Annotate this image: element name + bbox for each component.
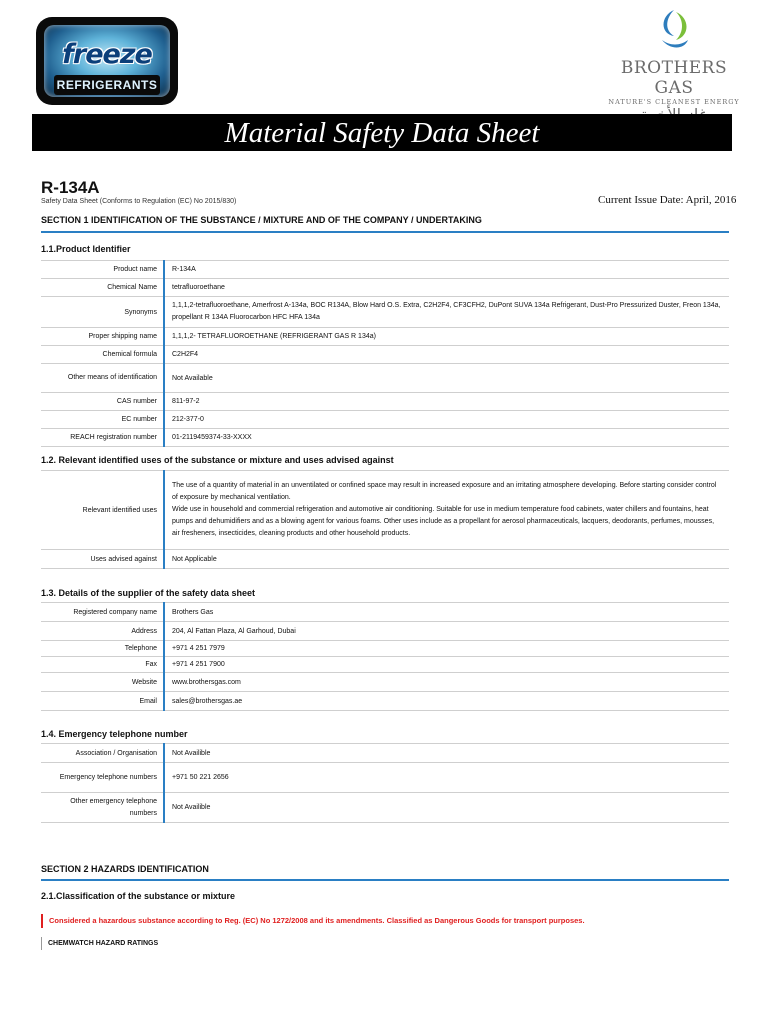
row-value: Not Availible: [164, 744, 729, 763]
subsection-1-1-heading: 1.1.Product Identifier: [41, 244, 131, 254]
row-value: 1,1,1,2- TETRAFLUOROETHANE (REFRIGERANT GAS R 134a): [164, 328, 729, 346]
table-row: [41, 622, 729, 641]
row-value: Brothers Gas: [164, 603, 729, 622]
row-key: EC number: [41, 411, 164, 429]
table-row: [41, 346, 729, 364]
table-row: [41, 471, 729, 550]
row-key: Registered company name: [41, 603, 164, 622]
table-row: [41, 261, 729, 279]
emergency-table: [41, 743, 729, 823]
row-value: 212-377-0: [164, 411, 729, 429]
row-key: Fax: [41, 657, 164, 673]
section-2-heading: SECTION 2 HAZARDS IDENTIFICATION: [41, 864, 209, 874]
table-row: [41, 411, 729, 429]
swirl-logo-icon: [654, 6, 694, 54]
conformance-note: Safety Data Sheet (Conforms to Regulation (EC) No 2015/830): [41, 198, 237, 205]
row-key: Uses advised against: [41, 550, 164, 569]
page-title: Material Safety Data Sheet: [224, 117, 540, 149]
row-key: Other means of identification: [41, 364, 164, 393]
subsection-1-4-heading: 1.4. Emergency telephone number: [41, 729, 188, 739]
row-value: tetrafluoroethane: [164, 279, 729, 297]
table-row: [41, 763, 729, 793]
section-1-divider: [41, 231, 729, 233]
chemwatch-heading: CHEMWATCH HAZARD RATINGS: [41, 937, 158, 950]
company-tagline: NATURE'S CLEANEST ENERGY: [608, 98, 740, 106]
row-value: Not Available: [164, 364, 729, 393]
logo-ice-panel: [44, 25, 170, 97]
subsection-2-1-heading: 2.1.Classification of the substance or mixture: [41, 891, 236, 901]
email-link[interactable]: sales@brothersgas.ae: [164, 692, 729, 711]
table-row: [41, 364, 729, 393]
row-value: +971 4 251 7900: [164, 657, 729, 673]
row-key: Website: [41, 673, 164, 692]
row-key: Emergency telephone numbers: [41, 763, 164, 793]
row-key: Chemical Name: [41, 279, 164, 297]
uses-paragraph-1: The use of a quantity of material in an unventilated or confined space may result in increased exposure and an irritating atmosphere developing. Before starting consider control of exposure by mechanical ventilation.: [172, 482, 717, 501]
uses-paragraph-2: Wide use in household and commercial refrigeration and automotive air conditioning. Suitable for use in medium temperature food cabinets, water chillers and fountains, heat pumps and dehumidifiers and as a blowing agent for various foams. Other uses include as a propellant for aerosol pharmaceuticals, lacquers, deodorants, perfumes, mousses, air fresheners, insecticides, cleaning products and other household products.: [172, 506, 715, 537]
row-value: +971 50 221 2656: [164, 763, 729, 793]
row-value: 01-2119459374-33-XXXX: [164, 429, 729, 447]
issue-date: Current Issue Date: April, 2016: [598, 194, 737, 206]
table-row: [41, 393, 729, 411]
uses-table: [41, 470, 729, 569]
row-key: REACH registration number: [41, 429, 164, 447]
row-value: Not Applicable: [164, 550, 729, 569]
subsection-1-2-heading: 1.2. Relevant identified uses of the substance or mixture and uses advised against: [41, 455, 394, 465]
row-value: R-134A: [164, 261, 729, 279]
row-value: 204, Al Fattan Plaza, Al Garhoud, Dubai: [164, 622, 729, 641]
row-key: Address: [41, 622, 164, 641]
table-row: [41, 641, 729, 657]
product-identifier-table: [41, 260, 729, 447]
row-key: Other emergency telephone numbers: [41, 793, 164, 823]
row-key: Association / Organisation: [41, 744, 164, 763]
logo-word: freeze: [62, 39, 152, 70]
row-key: Telephone: [41, 641, 164, 657]
table-row: [41, 744, 729, 763]
section-2-divider: [41, 879, 729, 881]
row-key: Proper shipping name: [41, 328, 164, 346]
freeze-refrigerants-logo: [36, 17, 178, 105]
table-row: [41, 793, 729, 823]
supplier-table: [41, 602, 729, 711]
title-bar: [32, 114, 732, 151]
row-key: Synonyms: [41, 297, 164, 328]
row-key: Email: [41, 692, 164, 711]
row-value: 811-97-2: [164, 393, 729, 411]
table-row: [41, 279, 729, 297]
website-link[interactable]: www.brothersgas.com: [164, 673, 729, 692]
row-key: Chemical formula: [41, 346, 164, 364]
table-row: [41, 550, 729, 569]
table-row: [41, 297, 729, 328]
table-row: [41, 603, 729, 622]
row-value: Not Availible: [164, 793, 729, 823]
row-key: CAS number: [41, 393, 164, 411]
product-title: R-134A: [41, 178, 100, 197]
section-1-heading: SECTION 1 IDENTIFICATION OF THE SUBSTANCE / MIXTURE AND OF THE COMPANY / UNDERTAKING: [41, 215, 482, 225]
logo-sub: REFRIGERANTS: [54, 75, 160, 95]
brothers-gas-logo: [600, 6, 748, 114]
row-value: [164, 471, 729, 550]
table-row: [41, 673, 729, 692]
hazard-classification-note: Considered a hazardous substance according to Reg. (EC) No 1272/2008 and its amendments. Classified as Dangerous Goods for transport purposes.: [41, 914, 585, 928]
subsection-1-3-heading: 1.3. Details of the supplier of the safety data sheet: [41, 588, 256, 598]
row-value: C2H2F4: [164, 346, 729, 364]
row-value: 1,1,1,2-tetrafluoroethane, Amerfrost A-134a, BOC R134A, Blow Hard O.S. Extra, C2H2F4, CF3CFH2, DuPont SUVA 134a Refrigerant, Dust-Pro Pressurized Duster, Freon 134a, propellant R 134A Fluorocarbon HFC HFA 134a: [164, 297, 729, 328]
row-key: Product name: [41, 261, 164, 279]
table-row: [41, 429, 729, 447]
table-row: [41, 328, 729, 346]
row-key: Relevant identified uses: [41, 471, 164, 550]
row-value: +971 4 251 7979: [164, 641, 729, 657]
company-name: BROTHERS GAS: [620, 58, 728, 98]
table-row: [41, 692, 729, 711]
table-row: [41, 657, 729, 673]
